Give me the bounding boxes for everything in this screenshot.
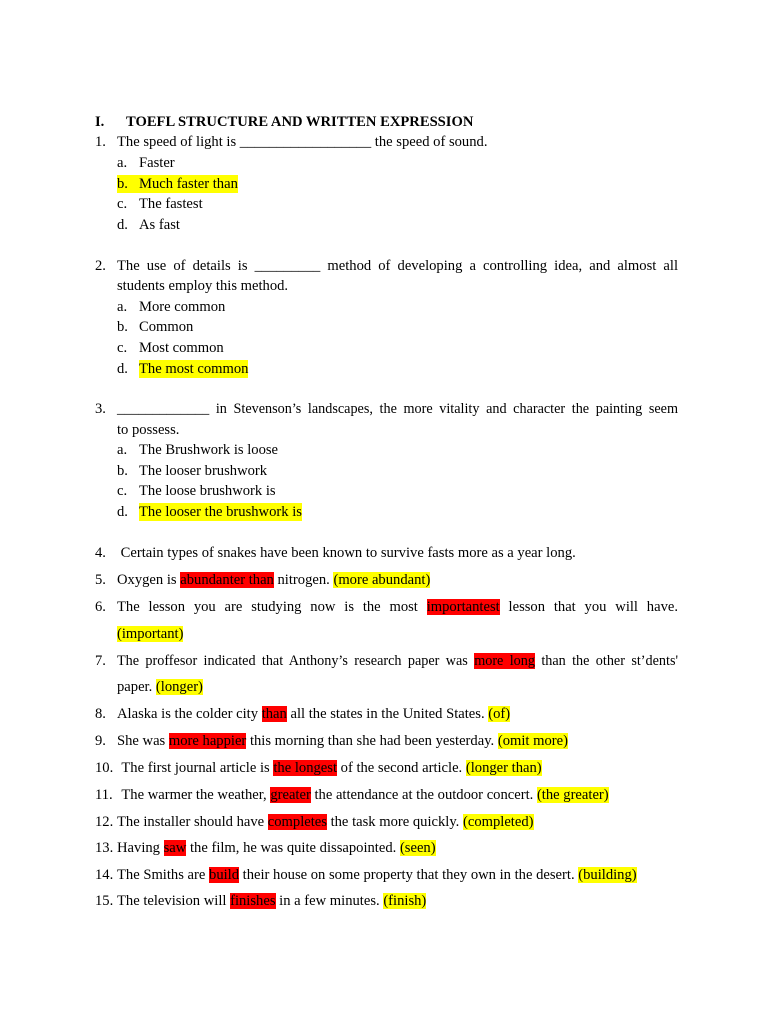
- question-sentence: [117, 571, 430, 589]
- question-number: 7.: [95, 653, 106, 669]
- option-letter: d.: [117, 504, 128, 520]
- question-number: 2.: [95, 258, 106, 274]
- error-highlight: build: [209, 867, 240, 883]
- question-stem: The use of details is _________ method of developing a controlling idea, and almost all: [117, 258, 678, 274]
- sentence-part: lesson that you will have.: [508, 599, 679, 615]
- option-letter: b.: [117, 319, 128, 335]
- question-sentence: [117, 598, 678, 616]
- sentence-part: of the second article.: [337, 760, 466, 776]
- option-letter: c.: [117, 196, 128, 212]
- question-sentence: [118, 759, 542, 777]
- option-letter-answer: b.: [117, 175, 139, 193]
- option-letter: a.: [117, 155, 128, 171]
- correction-highlight: (of): [488, 706, 511, 722]
- sentence-part: The Smiths are: [117, 867, 210, 883]
- question-sentence: [117, 892, 426, 910]
- correction-highlight: (longer than): [465, 760, 542, 776]
- option-letter: d.: [117, 361, 128, 377]
- option-letter: a.: [117, 442, 128, 458]
- sentence-part: than the other st’dents': [541, 653, 679, 669]
- question-number: 15.: [95, 893, 114, 909]
- option-letter: b.: [117, 463, 128, 479]
- question-sentence: [117, 866, 637, 884]
- sentence-part: The first journal article is: [118, 760, 274, 776]
- sentence-part: The lesson you are studying now is the most: [117, 599, 418, 615]
- question-number: 6.: [95, 599, 106, 615]
- sentence-part: Alaska is the colder city: [117, 706, 262, 722]
- sentence-part: this morning than she had been yesterday.: [246, 733, 498, 749]
- section-title: TOEFL STRUCTURE AND WRITTEN EXPRESSION: [126, 114, 474, 130]
- sentence-part: Oxygen is: [117, 572, 181, 588]
- question-number: 5.: [95, 572, 106, 588]
- question-sentence-continued: [117, 625, 183, 643]
- option-text: More common: [139, 299, 226, 315]
- option-text-answer: The looser the brushwork is: [139, 504, 302, 520]
- question-sentence: [117, 813, 534, 831]
- question-number: 11.: [95, 787, 113, 803]
- correction-highlight: (completed): [462, 814, 534, 830]
- option-text: Common: [139, 319, 194, 335]
- correction-highlight: (seen): [399, 840, 436, 856]
- sentence-part: nitrogen.: [273, 572, 334, 588]
- option-text: The Brushwork is loose: [139, 442, 279, 458]
- error-highlight: abundanter than: [180, 572, 274, 588]
- correction-highlight: (building): [578, 867, 637, 883]
- option-text: The fastest: [139, 196, 203, 212]
- error-highlight: saw: [163, 840, 187, 856]
- question-sentence: [118, 786, 609, 804]
- correction-highlight: (more abundant): [333, 572, 431, 588]
- question-sentence-continued: [117, 678, 203, 696]
- option-text: The looser brushwork: [139, 463, 268, 479]
- question-stem-continued: to possess.: [117, 422, 180, 438]
- question-sentence: [117, 732, 568, 750]
- option-text: The loose brushwork is: [139, 483, 276, 499]
- question-sentence: [117, 705, 510, 723]
- question-sentence: [117, 839, 436, 857]
- error-highlight: importantest: [426, 599, 500, 615]
- sentence-part: The television will: [117, 893, 231, 909]
- option-text: As fast: [139, 217, 180, 233]
- sentence-part: The proffesor indicated that Anthony’s research paper was: [117, 653, 468, 669]
- question-number: 13.: [95, 840, 114, 856]
- sentence-part: the attendance at the outdoor concert.: [310, 787, 537, 803]
- question-stem-continued: students employ this method.: [117, 278, 289, 294]
- error-highlight: more long: [474, 653, 535, 669]
- question-sentence: Certain types of snakes have been known to survive fasts more as a year long.: [117, 545, 576, 561]
- error-highlight: the longest: [273, 760, 337, 776]
- question-number: 12.: [95, 814, 114, 830]
- correction-highlight: (the greater): [536, 787, 609, 803]
- sentence-part: all the states in the United States.: [286, 706, 489, 722]
- sentence-part: The installer should have: [117, 814, 268, 830]
- question-number: 1.: [95, 134, 106, 150]
- error-highlight: greater: [270, 787, 311, 803]
- correction-highlight: (finish): [383, 893, 427, 909]
- sentence-part: the task more quickly.: [326, 814, 463, 830]
- sentence-part: their house on some property that they own in the desert.: [239, 867, 579, 883]
- question-number: 4.: [95, 545, 106, 561]
- error-highlight: completes: [267, 814, 327, 830]
- correction-highlight: (longer): [155, 679, 203, 695]
- correction-highlight: (important): [117, 626, 184, 642]
- sentence-part: The warmer the weather,: [118, 787, 271, 803]
- question-stem: _____________ in Stevenson’s landscapes, the more vitality and character the painting seem: [117, 401, 678, 417]
- sentence-part: She was: [117, 733, 169, 749]
- section-roman: I.: [95, 114, 105, 130]
- option-letter: c.: [117, 483, 128, 499]
- option-letter: a.: [117, 299, 128, 315]
- sentence-part: the film, he was quite dissapointed.: [186, 840, 400, 856]
- sentence-part: Having: [117, 840, 164, 856]
- sentence-part: in a few minutes.: [275, 893, 384, 909]
- option-text: Most common: [139, 340, 224, 356]
- error-highlight: more happier: [168, 733, 247, 749]
- question-number: 10.: [95, 760, 114, 776]
- question-sentence: [117, 652, 678, 670]
- option-letter: d.: [117, 217, 128, 233]
- question-number: 14.: [95, 867, 114, 883]
- error-highlight: than: [261, 706, 287, 722]
- sentence-part: paper.: [117, 679, 156, 695]
- question-stem: The speed of light is __________________ the speed of sound.: [117, 134, 488, 150]
- option-letter: c.: [117, 340, 128, 356]
- option-text-answer: Much faster than: [139, 176, 238, 192]
- option-text: Faster: [139, 155, 175, 171]
- question-number: 8.: [95, 706, 106, 722]
- error-highlight: finishes: [230, 893, 276, 909]
- correction-highlight: (omit more): [497, 733, 568, 749]
- question-number: 3.: [95, 401, 106, 417]
- option-text-answer: The most common: [139, 361, 249, 377]
- question-number: 9.: [95, 733, 106, 749]
